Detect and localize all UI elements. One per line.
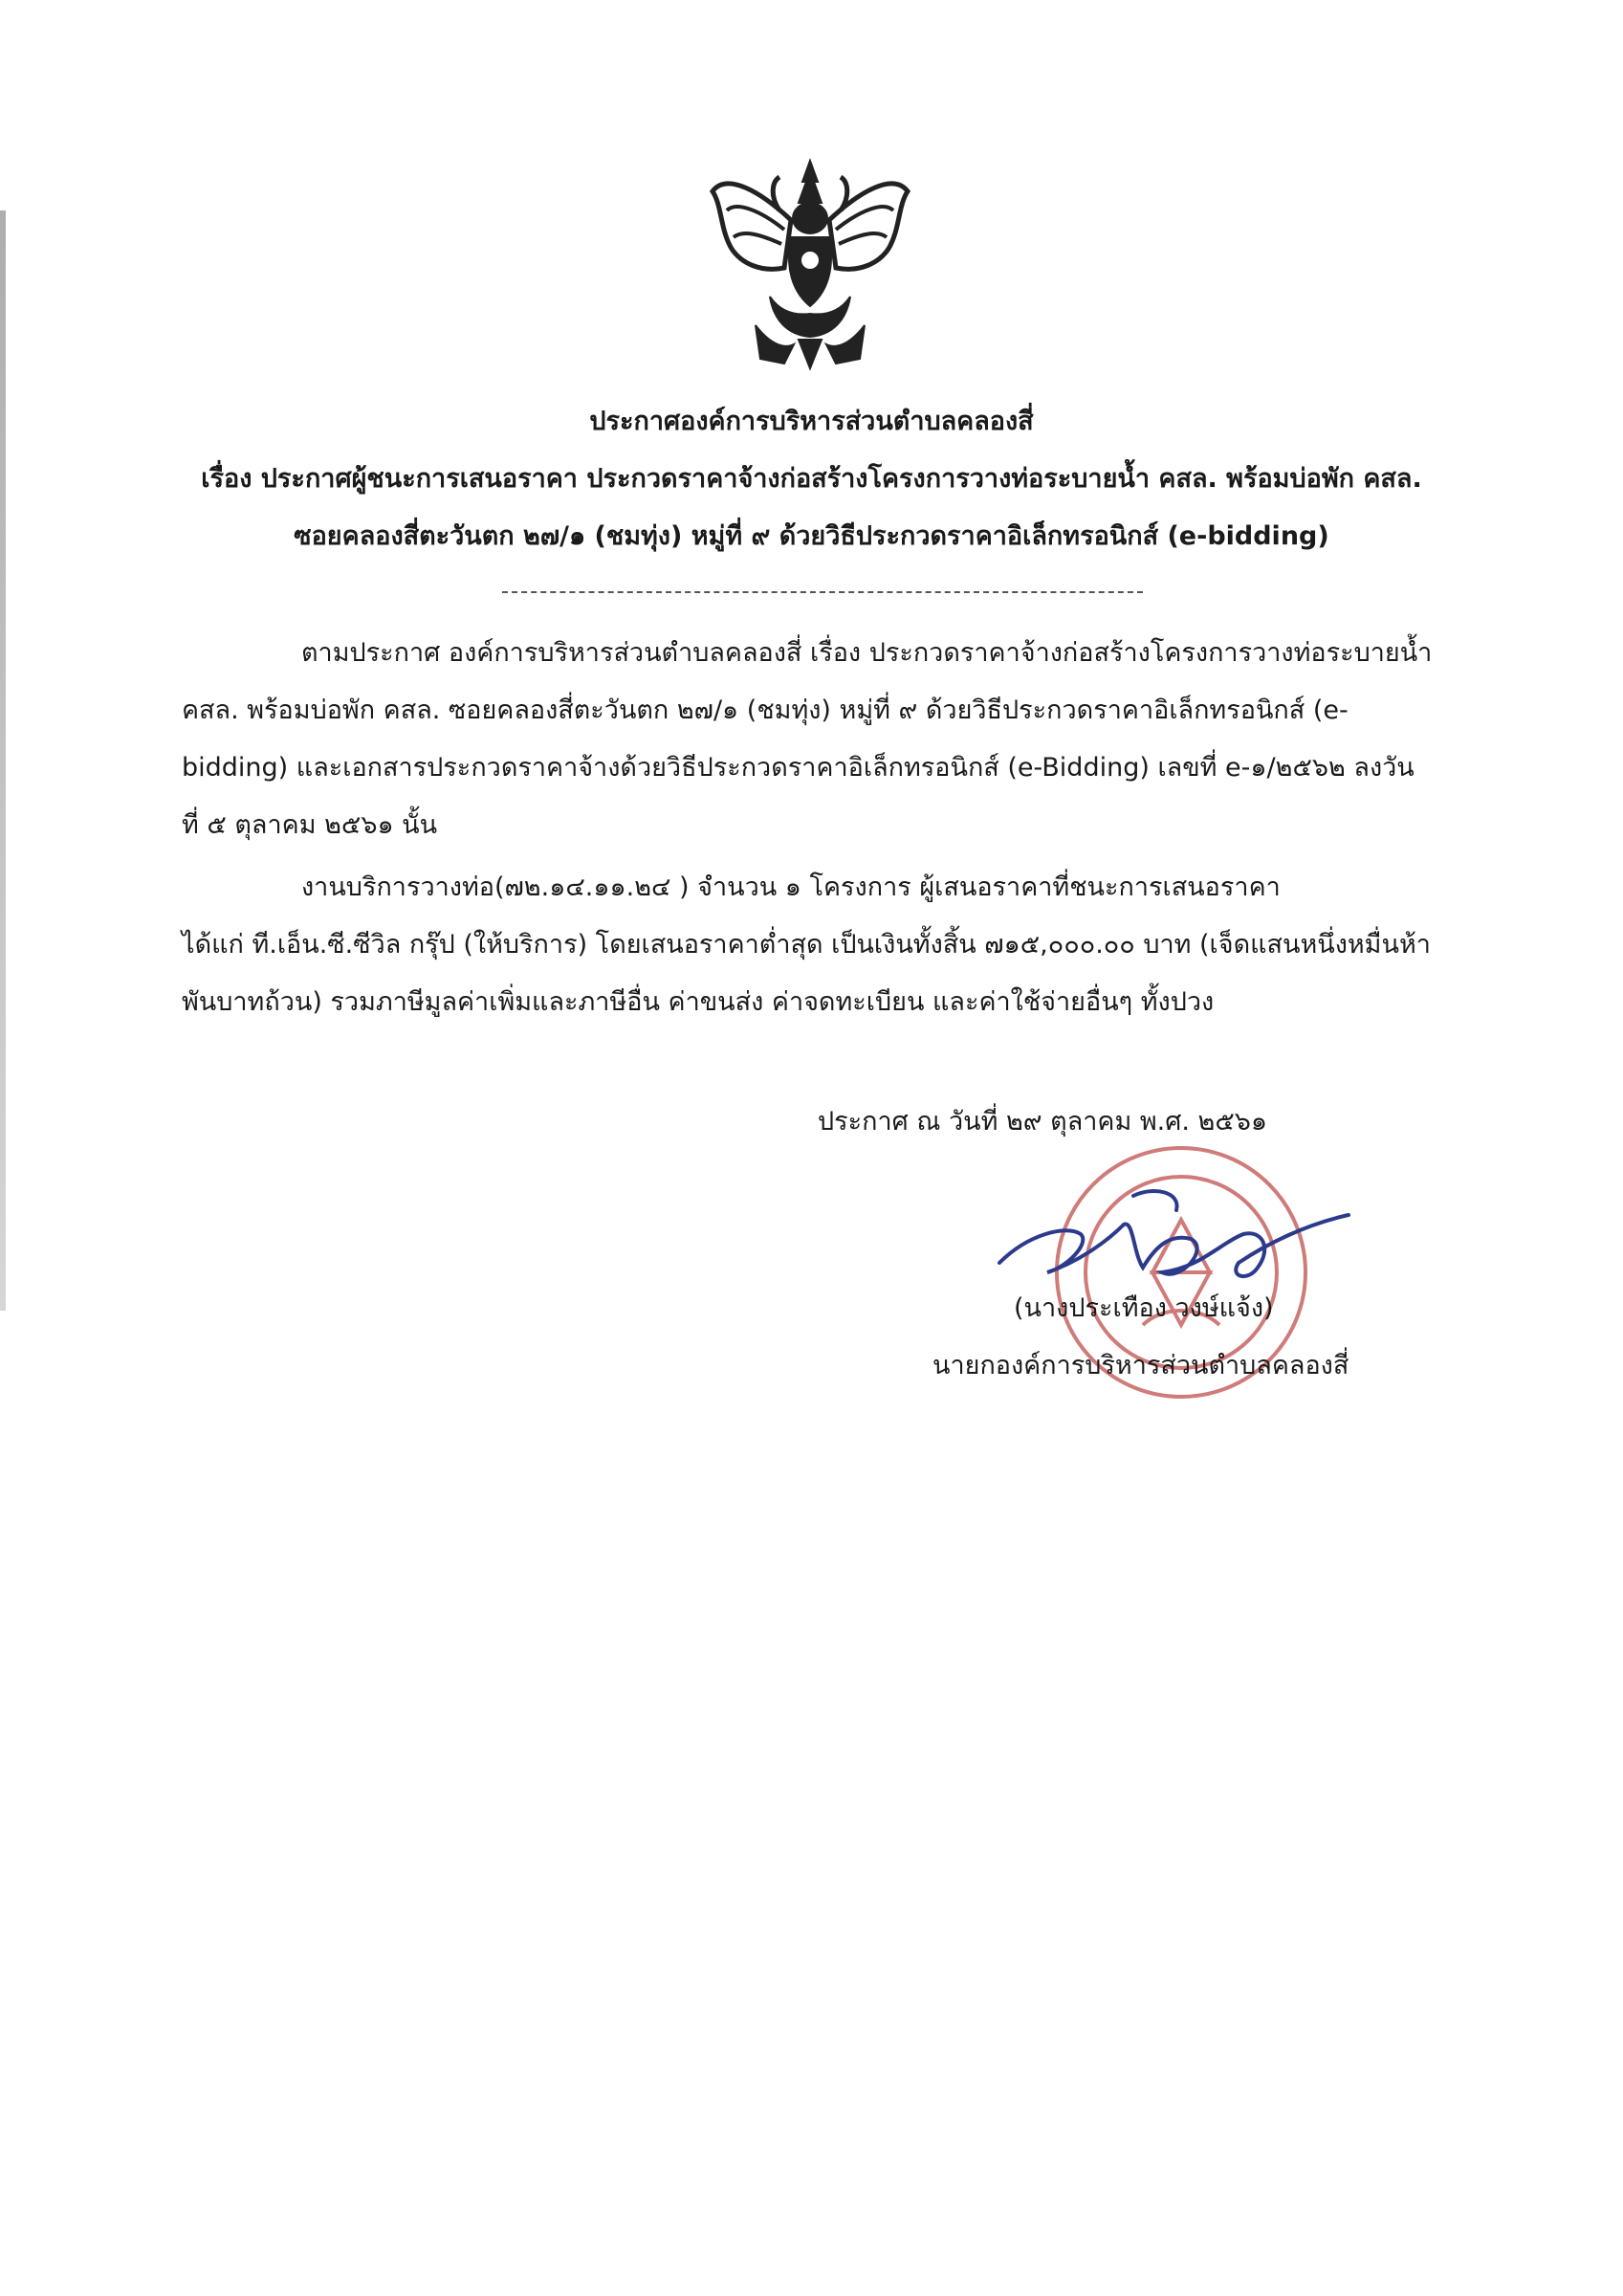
announcement-subject-line-2: ซอยคลองสี่ตะวันตก ๒๗/๑ (ชมทุ่ง) หมู่ที่ ๙ ด้วยวิธีประกวดราคาอิเล็กทรอนิกส์ (e-bidding) bbox=[294, 521, 1329, 551]
dashed-divider bbox=[502, 591, 1143, 593]
announcement-title: ประกาศองค์การบริหารส่วนตำบลคลองสี่ bbox=[589, 407, 1034, 436]
signatory-name: (นางประเทือง วงษ์แจ้ง) bbox=[1014, 1293, 1274, 1323]
announcement-subject-line-1: เรื่อง ประกาศผู้ชนะการเสนอราคา ประกวดราคาจ้างก่อสร้างโครงการวางท่อระบายน้ำ คสล. พร้อมบ่อพัก คสล. bbox=[201, 464, 1422, 494]
body-paragraph-2-line-2: ได้แก่ ที.เอ็น.ซี.ซีวิล กรุ๊ป (ให้บริการ) โดยเสนอราคาต่ำสุด เป็นเงินทั้งสิ้น ๗๑๕,๐๐๐.๐๐ บาท (เจ็ดแสนหนึ่งหมื่นห้า bbox=[182, 930, 1431, 960]
body-paragraph-1-line-3: bidding) และเอกสารประกวดราคาจ้างด้วยวิธีประกวดราคาอิเล็กทรอนิกส์ (e-Bidding) เลขที่ e-๑/๒๕๖๒ ลงวัน bbox=[182, 753, 1415, 783]
body-paragraph-2-line-1: งานบริการวางท่อ(๗๒.๑๔.๑๑.๒๔ ) จำนวน ๑ โครงการ ผู้เสนอราคาที่ชนะการเสนอราคา bbox=[301, 872, 1281, 902]
announcement-date: ประกาศ ณ วันที่ ๒๙ ตุลาคม พ.ศ. ๒๕๖๑ bbox=[818, 1107, 1268, 1137]
body-paragraph-2-line-3: พันบาทถ้วน) รวมภาษีมูลค่าเพิ่มและภาษีอื่น ค่าขนส่ง ค่าจดทะเบียน และค่าใช้จ่ายอื่นๆ ทั้งปวง bbox=[182, 987, 1215, 1017]
garuda-emblem-icon bbox=[703, 153, 918, 373]
scan-edge-shadow bbox=[0, 210, 6, 1311]
signatory-position: นายกองค์การบริหารส่วนตำบลคลองสี่ bbox=[932, 1351, 1349, 1380]
body-paragraph-1-line-4: ที่ ๕ ตุลาคม ๒๕๖๑ นั้น bbox=[182, 810, 438, 840]
body-paragraph-1-line-2: คสล. พร้อมบ่อพัก คสล. ซอยคลองสี่ตะวันตก ๒๗/๑ (ชมทุ่ง) หมู่ที่ ๙ ด้วยวิธีประกวดราคาอิเล็กทรอนิกส์ (e- bbox=[182, 695, 1349, 725]
body-paragraph-1-line-1: ตามประกาศ องค์การบริหารส่วนตำบลคลองสี่ เรื่อง ประกวดราคาจ้างก่อสร้างโครงการวางท่อระบายน้ำ bbox=[301, 638, 1433, 668]
